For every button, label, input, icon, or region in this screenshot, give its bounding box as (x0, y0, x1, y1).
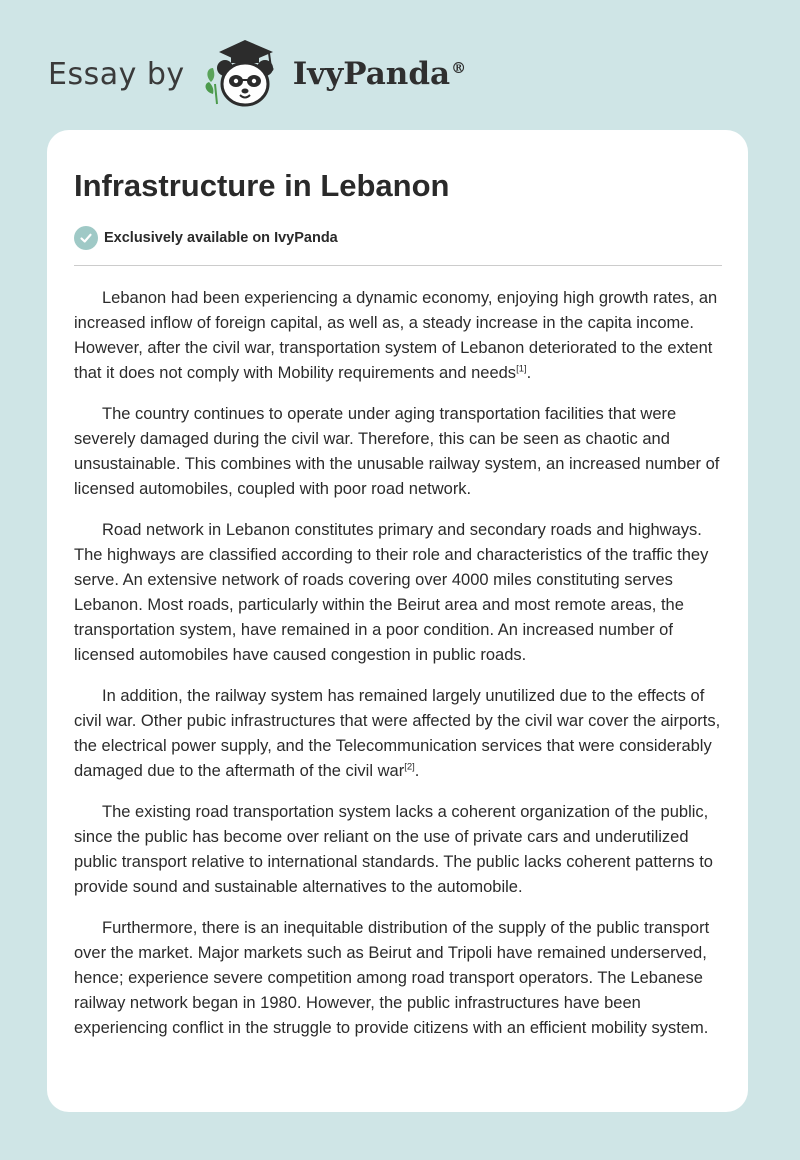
article-title: Infrastructure in Lebanon (74, 168, 450, 203)
registered-mark: ® (451, 58, 467, 77)
article-body (74, 286, 722, 1041)
brand-prefix: Essay by (48, 56, 185, 92)
brand-header (48, 38, 466, 110)
divider (74, 265, 722, 266)
exclusive-badge (74, 224, 722, 252)
paragraph: The existing road transportation system lacks a coherent organization of the public, since the public has become over reliant on the use of private cars and underutilized public transport relative to international standards. The public lacks coherent patterns to provide sound and sustainable alternatives to the automobile. (74, 803, 713, 896)
paragraph: The country continues to operate under aging transportation facilities that were severely damaged during the civil war. Therefore, this can be seen as chaotic and unsustainable. This combines with the unusable railway system, an increased number of licensed automobiles, coupled with poor road network. (74, 405, 720, 498)
badge-label: Exclusively available on IvyPanda (104, 230, 338, 246)
article-card (47, 130, 748, 1112)
check-icon (74, 226, 98, 250)
paragraph: Road network in Lebanon constitutes primary and secondary roads and highways. The highways are classified according to their role and characteristics of the traffic they serve. An extensive network of roads covering over 4000 miles constituting serves Lebanon. Most roads, particularly within the Beirut area and most remote areas, the transportation system, have remained in a poor condition. An increased number of licensed automobiles have caused congestion in public roads. (74, 521, 709, 664)
paragraph: Furthermore, there is an inequitable distribution of the supply of the public transport over the market. Major markets such as Beirut and Tripoli have remained underserved, hence; experience severe competition among road transport operators. The Lebanese railway network began in 1980. However, the public infrastructures have been experiencing conflict in the struggle to provide citizens with an efficient mobility system. (74, 919, 710, 1037)
paragraph: In addition, the railway system has remained largely unutilized due to the effects of civil war. Other pubic infrastructures that were affected by the civil war cover the airports, the electrical power supply, and the Telecommunication services that were considerably damaged due to the aftermath of the civil war[2]. (74, 687, 721, 780)
paragraph: Lebanon had been experiencing a dynamic economy, enjoying high growth rates, an increased inflow of foreign capital, as well as, a steady increase in the capita income. However, after the civil war, transportation system of Lebanon deteriorated to the extent that it does not comply with Mobility requirements and needs[1]. (74, 289, 718, 382)
panda-logo-icon (201, 38, 287, 110)
brand-name: IvyPanda® (292, 56, 467, 92)
footnote-ref[interactable]: [1] (516, 363, 527, 375)
footnote-ref[interactable]: [2] (404, 761, 415, 773)
